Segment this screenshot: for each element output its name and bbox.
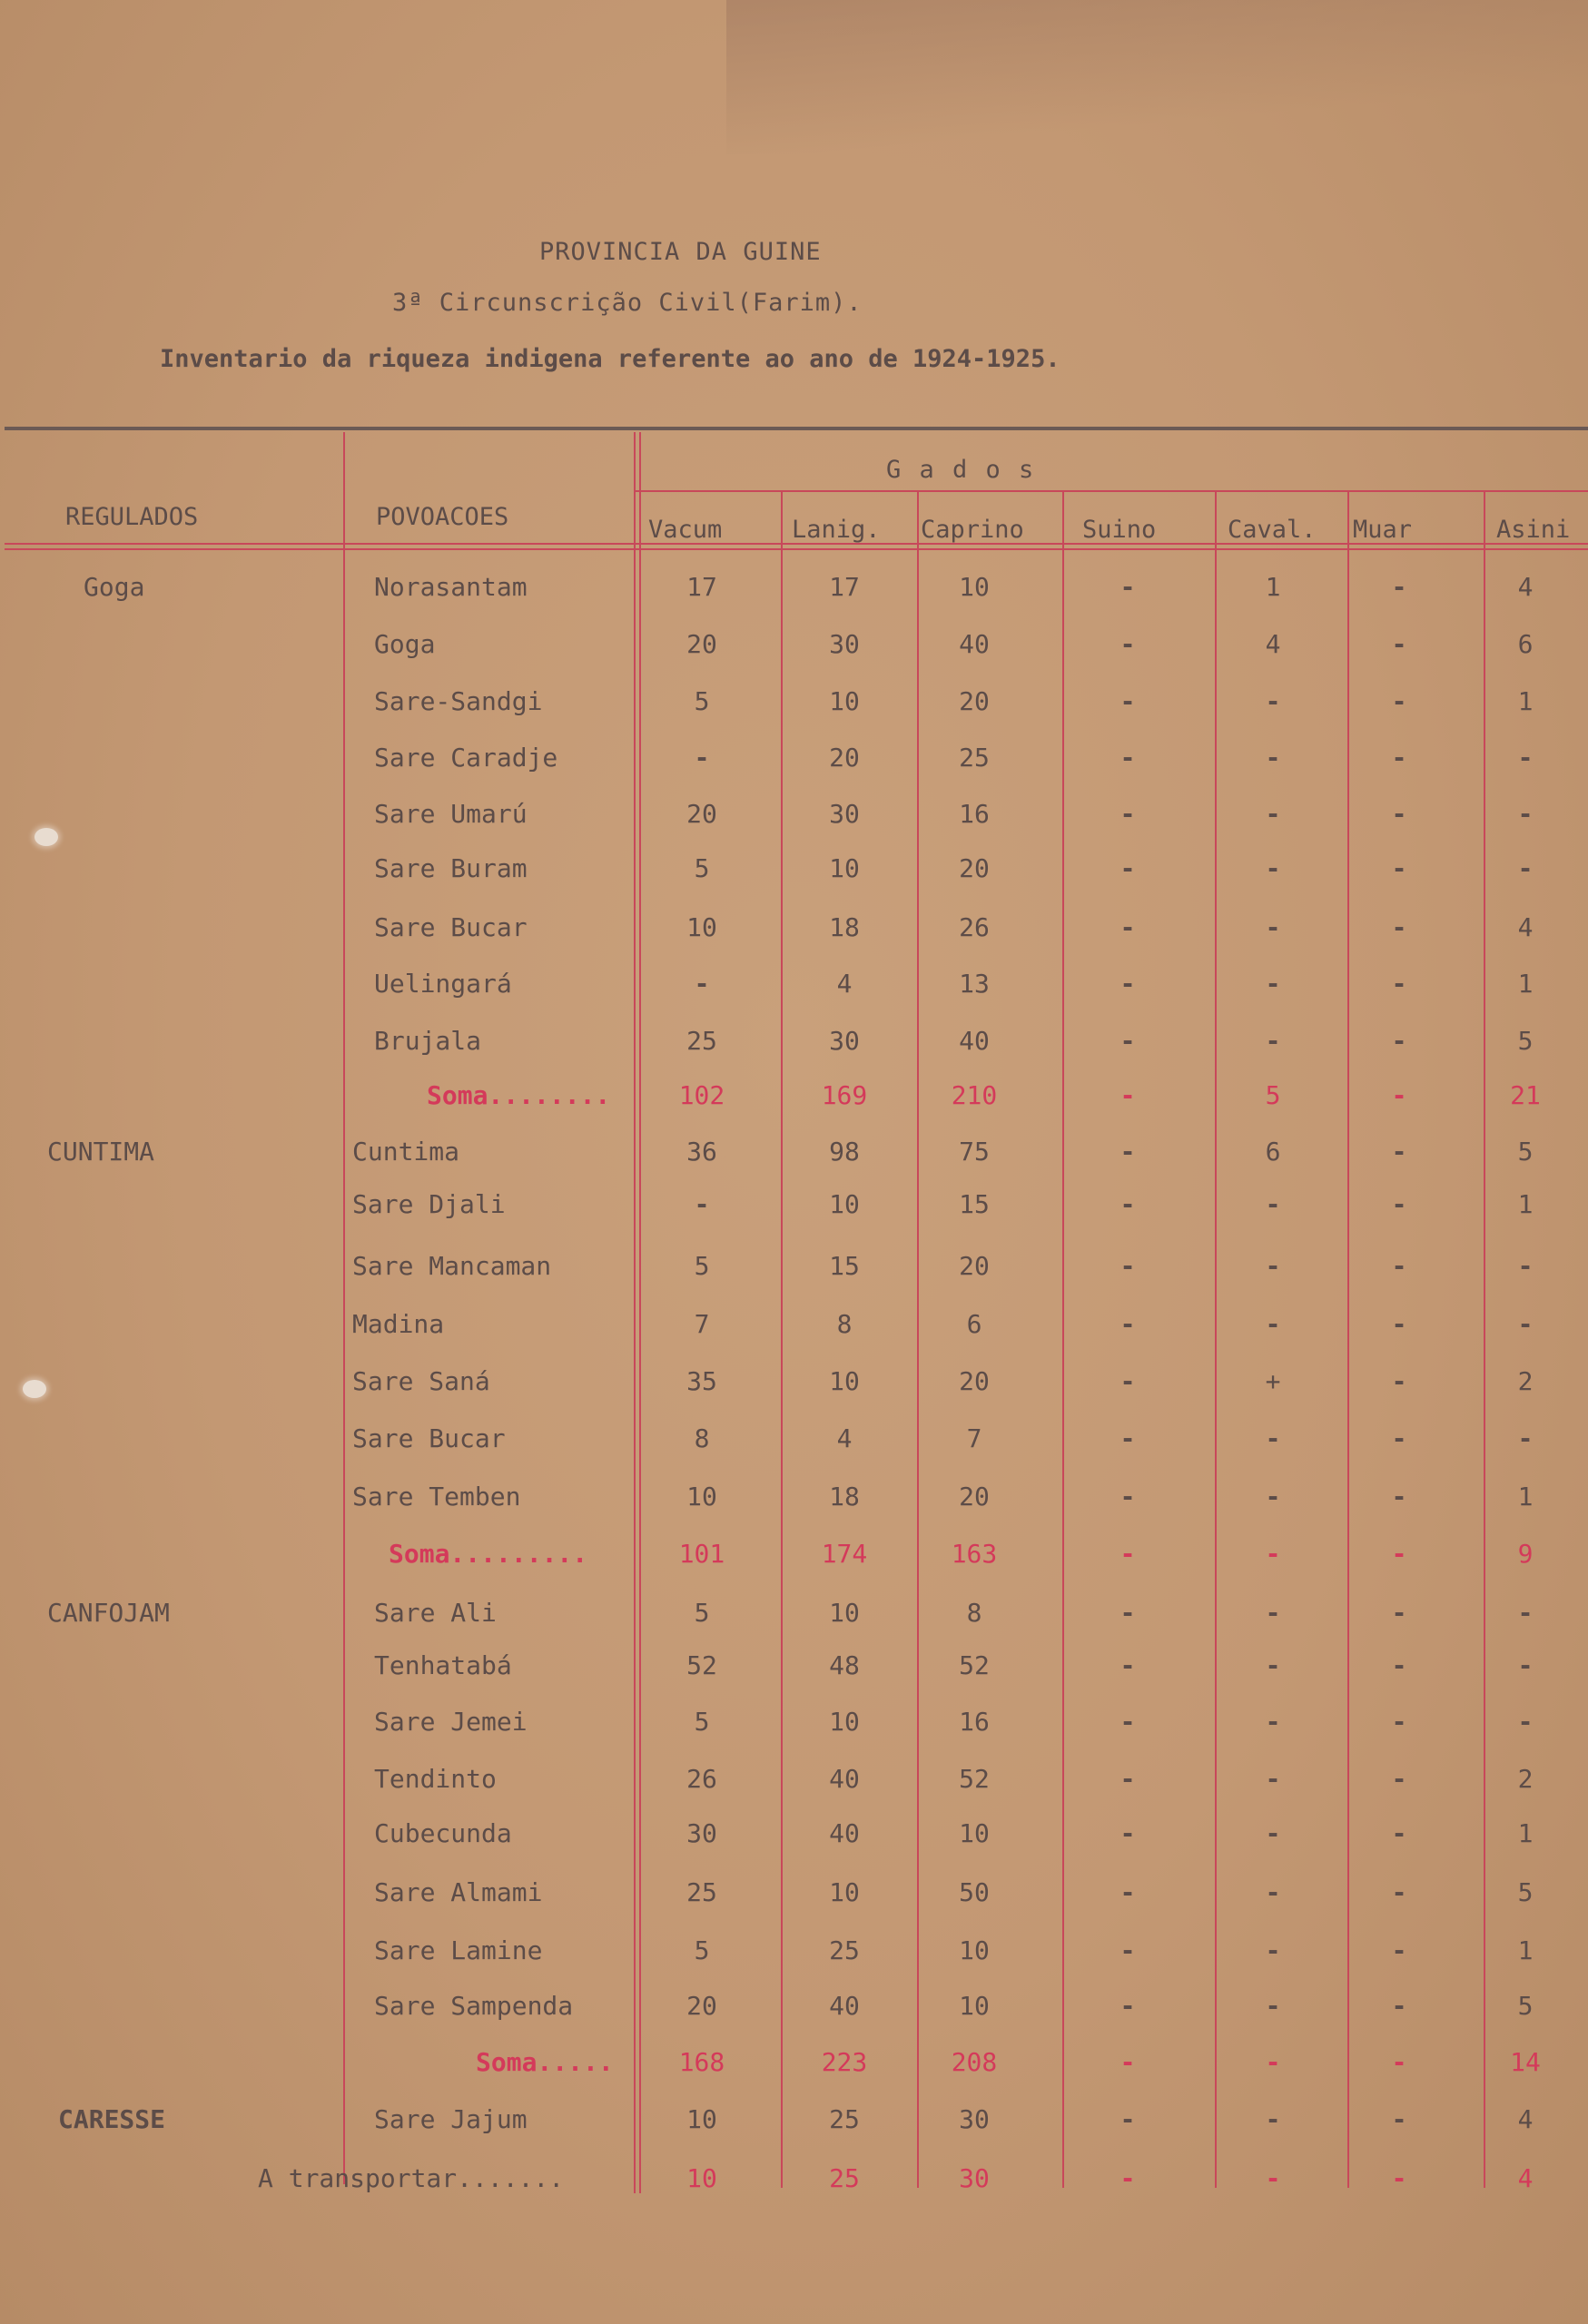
asini-cell: - — [1517, 799, 1534, 829]
suino-cell: - — [1119, 1482, 1136, 1512]
asini-cell: - — [1517, 1309, 1534, 1339]
caval-cell: - — [1265, 1189, 1281, 1219]
lanig-cell: 25 — [829, 1935, 860, 1965]
caprino-cell: 163 — [951, 1539, 998, 1569]
suino-cell: - — [1119, 912, 1136, 942]
muar-cell: - — [1391, 1991, 1407, 2021]
lanig-cell: 10 — [829, 1189, 860, 1219]
asini-cell: 5 — [1517, 1877, 1534, 1907]
vacum-cell: 5 — [694, 1251, 710, 1281]
lanig-cell: 10 — [829, 1598, 860, 1628]
vacum-cell: 25 — [686, 1877, 717, 1907]
caprino-cell: 16 — [959, 799, 990, 829]
col-divider — [1062, 492, 1064, 2188]
asini-cell: 5 — [1517, 1026, 1534, 1056]
povoacao-cell: Sare Djali — [352, 1189, 506, 1219]
col-divider — [1215, 492, 1217, 2188]
vacum-cell: 10 — [686, 912, 717, 942]
caval-cell: - — [1265, 1482, 1281, 1512]
caprino-cell: 15 — [959, 1189, 990, 1219]
asini-cell: 1 — [1517, 969, 1534, 999]
lanig-cell: 30 — [829, 799, 860, 829]
povoacao-cell: Norasantam — [374, 572, 528, 602]
povoacao-cell: Brujala — [374, 1026, 482, 1056]
asini-cell: - — [1517, 1707, 1534, 1737]
vacum-cell: 36 — [686, 1137, 717, 1167]
suino-cell: - — [1119, 1764, 1136, 1794]
vacum-cell: 5 — [694, 686, 710, 716]
muar-cell: - — [1391, 1818, 1407, 1848]
suino-cell: - — [1119, 2047, 1136, 2077]
caprino-cell: 20 — [959, 686, 990, 716]
col-divider — [917, 492, 919, 2188]
caval-cell: - — [1265, 969, 1281, 999]
paper-fold-shadow — [726, 0, 1588, 154]
povoacao-cell: Sare Temben — [352, 1482, 521, 1512]
caprino-cell: 6 — [966, 1309, 982, 1339]
muar-cell: - — [1391, 1137, 1407, 1167]
col-divider — [781, 492, 783, 2188]
suino-cell: - — [1119, 1251, 1136, 1281]
lanig-cell: 10 — [829, 686, 860, 716]
povoacao-cell: Madina — [352, 1309, 445, 1339]
header-povoacoes: POVOACOES — [376, 503, 509, 531]
caprino-cell: 30 — [959, 2104, 990, 2134]
suino-cell: - — [1119, 572, 1136, 602]
suino-cell: - — [1119, 1935, 1136, 1965]
caval-cell: - — [1265, 2104, 1281, 2134]
povoacao-cell: Sare Jemei — [374, 1707, 528, 1737]
lanig-cell: 40 — [829, 1991, 860, 2021]
suino-cell: - — [1119, 1366, 1136, 1396]
asini-cell: 2 — [1517, 1764, 1534, 1794]
caval-cell: - — [1265, 1707, 1281, 1737]
asini-cell: 1 — [1517, 1189, 1534, 1219]
muar-cell: - — [1391, 2047, 1407, 2077]
muar-cell: - — [1391, 1707, 1407, 1737]
vacum-cell: 10 — [686, 1482, 717, 1512]
muar-cell: - — [1391, 2104, 1407, 2134]
caprino-cell: 30 — [959, 2163, 990, 2193]
povoacao-cell: Tendinto — [374, 1764, 497, 1794]
suino-cell: - — [1119, 853, 1136, 883]
header-caval: Caval. — [1228, 516, 1317, 544]
muar-cell: - — [1391, 572, 1407, 602]
povoacao-cell: Sare Umarú — [374, 799, 528, 829]
povoacao-cell: Cuntima — [352, 1137, 460, 1167]
asini-cell: 4 — [1517, 2104, 1534, 2134]
caval-cell: - — [1265, 1309, 1281, 1339]
vacum-cell: - — [694, 743, 710, 773]
povoacao-cell: Sare Bucar — [374, 912, 528, 942]
muar-cell: - — [1391, 686, 1407, 716]
total-label: Soma........ — [427, 1080, 611, 1110]
asini-cell: 9 — [1517, 1539, 1534, 1569]
lanig-cell: 10 — [829, 1707, 860, 1737]
asini-cell: 5 — [1517, 1137, 1534, 1167]
povoacao-cell: Sare Bucar — [352, 1423, 506, 1453]
province-title: PROVINCIA DA GUINE — [539, 238, 822, 266]
total-label: A transportar....... — [258, 2163, 565, 2193]
vacum-cell: 10 — [686, 2104, 717, 2134]
caval-cell: - — [1265, 912, 1281, 942]
total-label: Soma......... — [389, 1539, 588, 1569]
vacum-cell: - — [694, 969, 710, 999]
vacum-cell: 30 — [686, 1818, 717, 1848]
asini-cell: - — [1517, 1251, 1534, 1281]
header-asini: Asini — [1496, 516, 1571, 544]
suino-cell: - — [1119, 1137, 1136, 1167]
caval-cell: - — [1265, 686, 1281, 716]
muar-cell: - — [1391, 743, 1407, 773]
regulado-cell: CARESSE — [58, 2104, 166, 2134]
vacum-cell: 26 — [686, 1764, 717, 1794]
top-rule — [5, 427, 1588, 430]
muar-cell: - — [1391, 912, 1407, 942]
caprino-cell: 10 — [959, 1991, 990, 2021]
total-label: Soma..... — [476, 2047, 614, 2077]
asini-cell: 6 — [1517, 629, 1534, 659]
povoacao-cell: Sare Saná — [352, 1366, 490, 1396]
asini-cell: 1 — [1517, 1935, 1534, 1965]
vacum-cell: 52 — [686, 1650, 717, 1680]
caval-cell: - — [1265, 853, 1281, 883]
caprino-cell: 20 — [959, 1251, 990, 1281]
suino-cell: - — [1119, 743, 1136, 773]
asini-cell: 4 — [1517, 912, 1534, 942]
caprino-cell: 10 — [959, 572, 990, 602]
suino-cell: - — [1119, 1309, 1136, 1339]
caprino-cell: 40 — [959, 629, 990, 659]
povoacao-cell: Sare Sampenda — [374, 1991, 574, 2021]
muar-cell: - — [1391, 1026, 1407, 1056]
lanig-cell: 10 — [829, 853, 860, 883]
asini-cell: - — [1517, 853, 1534, 883]
asini-cell: - — [1517, 1598, 1534, 1628]
caprino-cell: 75 — [959, 1137, 990, 1167]
povoacao-cell: Cubecunda — [374, 1818, 512, 1848]
caval-cell: - — [1265, 2163, 1281, 2193]
asini-cell: 5 — [1517, 1991, 1534, 2021]
povoacao-cell: Sare Mancaman — [352, 1251, 552, 1281]
caprino-cell: 13 — [959, 969, 990, 999]
district-subtitle: 3ª Circunscrição Civil(Farim). — [392, 289, 863, 317]
regulado-cell: CUNTIMA — [47, 1137, 155, 1167]
vacum-cell: 101 — [678, 1539, 725, 1569]
lanig-cell: 30 — [829, 629, 860, 659]
header-gados: G a d o s — [886, 456, 1036, 484]
muar-cell: - — [1391, 1482, 1407, 1512]
suino-cell: - — [1119, 1707, 1136, 1737]
lanig-cell: 174 — [821, 1539, 868, 1569]
vacum-cell: 8 — [694, 1423, 710, 1453]
caval-cell: - — [1265, 743, 1281, 773]
lanig-cell: 223 — [821, 2047, 868, 2077]
suino-cell: - — [1119, 629, 1136, 659]
caval-cell: - — [1265, 1991, 1281, 2021]
regulado-cell: CANFOJAM — [47, 1598, 170, 1628]
povoacao-cell: Sare Buram — [374, 853, 528, 883]
vacum-cell: - — [694, 1189, 710, 1219]
muar-cell: - — [1391, 1764, 1407, 1794]
vacum-cell: 102 — [678, 1080, 725, 1110]
caval-cell: - — [1265, 799, 1281, 829]
muar-cell: - — [1391, 969, 1407, 999]
povoacao-cell: Sare Lamine — [374, 1935, 543, 1965]
punch-hole — [23, 1380, 46, 1398]
caval-cell: - — [1265, 1423, 1281, 1453]
muar-cell: - — [1391, 1189, 1407, 1219]
muar-cell: - — [1391, 2163, 1407, 2193]
lanig-cell: 169 — [821, 1080, 868, 1110]
suino-cell: - — [1119, 1598, 1136, 1628]
povoacao-cell: Sare Almami — [374, 1877, 543, 1907]
caprino-cell: 10 — [959, 1818, 990, 1848]
lanig-cell: 15 — [829, 1251, 860, 1281]
suino-cell: - — [1119, 1650, 1136, 1680]
lanig-cell: 20 — [829, 743, 860, 773]
caprino-cell: 208 — [951, 2047, 998, 2077]
suino-cell: - — [1119, 1080, 1136, 1110]
muar-cell: - — [1391, 799, 1407, 829]
caprino-cell: 20 — [959, 1482, 990, 1512]
povoacao-cell: Sare Caradje — [374, 743, 558, 773]
vacum-cell: 168 — [678, 2047, 725, 2077]
col-divider — [343, 432, 345, 2184]
caval-cell: - — [1265, 1935, 1281, 1965]
caprino-cell: 26 — [959, 912, 990, 942]
caprino-cell: 20 — [959, 1366, 990, 1396]
vacum-cell: 5 — [694, 1935, 710, 1965]
asini-cell: 1 — [1517, 1482, 1534, 1512]
vacum-cell: 5 — [694, 853, 710, 883]
suino-cell: - — [1119, 1189, 1136, 1219]
suino-cell: - — [1119, 1877, 1136, 1907]
muar-cell: - — [1391, 1598, 1407, 1628]
muar-cell: - — [1391, 1877, 1407, 1907]
asini-cell: - — [1517, 743, 1534, 773]
caval-cell: - — [1265, 1764, 1281, 1794]
asini-cell: 1 — [1517, 686, 1534, 716]
povoacao-cell: Goga — [374, 629, 436, 659]
asini-cell: 4 — [1517, 2163, 1534, 2193]
lanig-cell: 8 — [836, 1309, 853, 1339]
muar-cell: - — [1391, 853, 1407, 883]
vacum-cell: 35 — [686, 1366, 717, 1396]
lanig-cell: 48 — [829, 1650, 860, 1680]
caval-cell: 6 — [1265, 1137, 1281, 1167]
header-muar: Muar — [1353, 516, 1413, 544]
caval-cell: - — [1265, 1539, 1281, 1569]
lanig-cell: 4 — [836, 969, 853, 999]
vacum-cell: 17 — [686, 572, 717, 602]
punch-hole — [35, 828, 58, 846]
caprino-cell: 210 — [951, 1080, 998, 1110]
lanig-cell: 98 — [829, 1137, 860, 1167]
muar-cell: - — [1391, 629, 1407, 659]
caprino-cell: 25 — [959, 743, 990, 773]
header-caprino: Caprino — [921, 516, 1024, 544]
col-divider — [639, 432, 641, 2193]
asini-cell: - — [1517, 1650, 1534, 1680]
asini-cell: 14 — [1510, 2047, 1541, 2077]
suino-cell: - — [1119, 1423, 1136, 1453]
caval-cell: 1 — [1265, 572, 1281, 602]
vacum-cell: 5 — [694, 1707, 710, 1737]
muar-cell: - — [1391, 1309, 1407, 1339]
lanig-cell: 40 — [829, 1764, 860, 1794]
muar-cell: - — [1391, 1423, 1407, 1453]
header-rule-2 — [5, 548, 1588, 550]
muar-cell: - — [1391, 1251, 1407, 1281]
lanig-cell: 40 — [829, 1818, 860, 1848]
povoacao-cell: Tenhatabá — [374, 1650, 512, 1680]
lanig-cell: 4 — [836, 1423, 853, 1453]
lanig-cell: 30 — [829, 1026, 860, 1056]
lanig-cell: 18 — [829, 1482, 860, 1512]
caval-cell: + — [1265, 1366, 1281, 1396]
regulado-cell: Goga — [84, 572, 145, 602]
caval-cell: - — [1265, 2047, 1281, 2077]
caprino-cell: 20 — [959, 853, 990, 883]
caval-cell: - — [1265, 1598, 1281, 1628]
col-divider — [634, 432, 636, 2193]
document-heading: Inventario da riqueza indigena referente ao ano de 1924-1925. — [160, 345, 1060, 373]
muar-cell: - — [1391, 1366, 1407, 1396]
lanig-cell: 17 — [829, 572, 860, 602]
header-vacum: Vacum — [648, 516, 723, 544]
muar-cell: - — [1391, 1935, 1407, 1965]
muar-cell: - — [1391, 1539, 1407, 1569]
lanig-cell: 10 — [829, 1366, 860, 1396]
vacum-cell: 20 — [686, 1991, 717, 2021]
asini-cell: 1 — [1517, 1818, 1534, 1848]
caval-cell: - — [1265, 1251, 1281, 1281]
caprino-cell: 16 — [959, 1707, 990, 1737]
caval-cell: - — [1265, 1877, 1281, 1907]
caprino-cell: 7 — [966, 1423, 982, 1453]
caprino-cell: 10 — [959, 1935, 990, 1965]
muar-cell: - — [1391, 1080, 1407, 1110]
suino-cell: - — [1119, 799, 1136, 829]
caprino-cell: 8 — [966, 1598, 982, 1628]
caval-cell: 5 — [1265, 1080, 1281, 1110]
suino-cell: - — [1119, 1026, 1136, 1056]
caprino-cell: 40 — [959, 1026, 990, 1056]
caval-cell: 4 — [1265, 629, 1281, 659]
suino-cell: - — [1119, 1991, 1136, 2021]
povoacao-cell: Sare-Sandgi — [374, 686, 543, 716]
caval-cell: - — [1265, 1818, 1281, 1848]
gados-underline — [636, 490, 1588, 492]
suino-cell: - — [1119, 1818, 1136, 1848]
povoacao-cell: Uelingará — [374, 969, 512, 999]
vacum-cell: 25 — [686, 1026, 717, 1056]
suino-cell: - — [1119, 1539, 1136, 1569]
asini-cell: 2 — [1517, 1366, 1534, 1396]
header-lanig: Lanig. — [792, 516, 881, 544]
suino-cell: - — [1119, 686, 1136, 716]
vacum-cell: 20 — [686, 799, 717, 829]
caval-cell: - — [1265, 1650, 1281, 1680]
lanig-cell: 10 — [829, 1877, 860, 1907]
vacum-cell: 5 — [694, 1598, 710, 1628]
asini-cell: - — [1517, 1423, 1534, 1453]
povoacao-cell: Sare Ali — [374, 1598, 497, 1628]
lanig-cell: 25 — [829, 2163, 860, 2193]
suino-cell: - — [1119, 969, 1136, 999]
caprino-cell: 52 — [959, 1650, 990, 1680]
suino-cell: - — [1119, 2104, 1136, 2134]
vacum-cell: 10 — [686, 2163, 717, 2193]
povoacao-cell: Sare Jajum — [374, 2104, 528, 2134]
vacum-cell: 7 — [694, 1309, 710, 1339]
lanig-cell: 18 — [829, 912, 860, 942]
asini-cell: 21 — [1510, 1080, 1541, 1110]
lanig-cell: 25 — [829, 2104, 860, 2134]
header-suino: Suino — [1082, 516, 1157, 544]
muar-cell: - — [1391, 1650, 1407, 1680]
caval-cell: - — [1265, 1026, 1281, 1056]
suino-cell: - — [1119, 2163, 1136, 2193]
caprino-cell: 52 — [959, 1764, 990, 1794]
asini-cell: 4 — [1517, 572, 1534, 602]
vacum-cell: 20 — [686, 629, 717, 659]
header-regulados: REGULADOS — [65, 503, 199, 531]
caprino-cell: 50 — [959, 1877, 990, 1907]
